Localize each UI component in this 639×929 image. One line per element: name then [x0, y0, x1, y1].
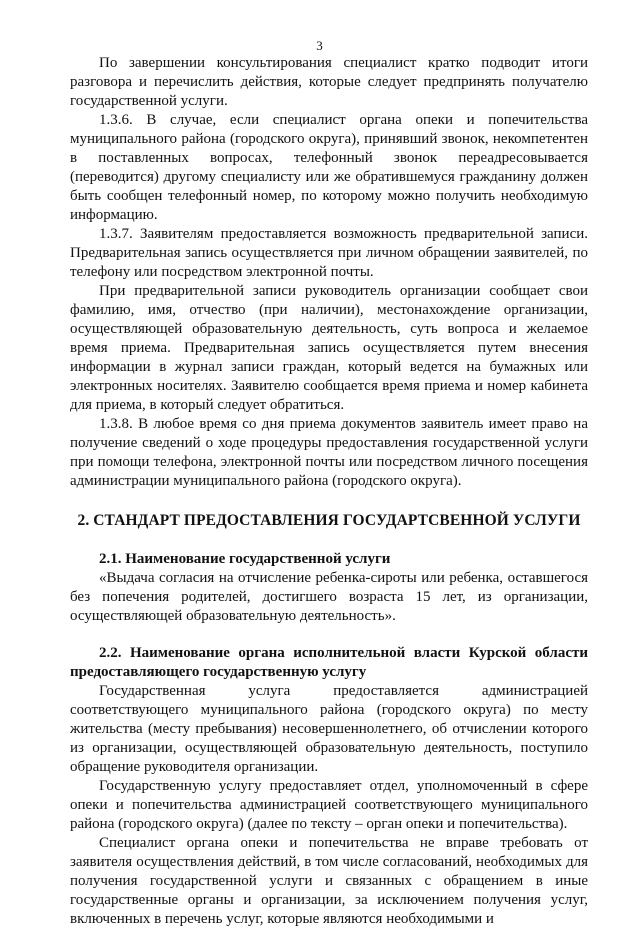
paragraph: Государственная услуга предоставляется администрацией соответствующего муниципального района (городского округа) по месту жительства (месту пребывания) несовершеннолетнего, об отчислении которого из организации, осуществляющей образовательную деятельность, поступило обращение руководителя организации. [70, 683, 588, 775]
paragraph: По завершении консультирования специалист кратко подводит итоги разговора и перечислить действия, которые следует предпринять получателю государственной услуги. [70, 55, 588, 109]
subsection-heading: 2.1. Наименование государственной услуги [99, 551, 391, 567]
paragraph: 1.3.6. В случае, если специалист органа опеки и попечительства муниципального района (городского округа), принявший звонок, некомпетентен в поставленных вопросах, телефонный звонок переадресовывается (переводится) другому специалисту или же обратившемуся гражданину должен быть сообщен телефонный номер, по которому можно получить необходимую информацию. [70, 112, 588, 223]
document-body [70, 54, 588, 929]
page-number: 3 [316, 38, 323, 53]
paragraph: «Выдача согласия на отчисление ребенка-сироты или ребенка, оставшегося без попечения родителей, достигшего возраста 15 лет, из организации, осуществляющей образовательную деятельность». [70, 570, 588, 624]
subsection-heading: 2.2. Наименование органа исполнительной власти Курской области предоставляющего государственную услугу [70, 645, 588, 680]
paragraph: Специалист органа опеки и попечительства не вправе требовать от заявителя осуществления действий, в том числе согласований, необходимых для получения государственной услуги и связанных с обращением в иные государственные органы и организации, за исключением получения услуг, включенных в перечень услуг, которые являются необходимыми и [70, 835, 588, 927]
section-heading: 2. СТАНДАРТ ПРЕДОСТАВЛЕНИЯ ГОСУДАРТСВЕННОЙ УСЛУГИ [77, 512, 581, 529]
paragraph: При предварительной записи руководитель организации сообщает свои фамилию, имя, отчество (при наличии), местонахождение организации, осуществляющей образовательную деятельность, суть вопроса и желаемое время приема. Предварительная запись осуществляется путем внесения информации в журнал записи граждан, который ведется на бумажных или электронных носителях. Заявителю сообщается время приема и номер кабинета для приема, в который следует обратиться. [70, 283, 588, 413]
paragraph: Государственную услугу предоставляет отдел, уполномоченный в сфере опеки и попечительства администрацией соответствующего муниципального района (городского округа) (далее по тексту – орган опеки и попечительства). [70, 778, 588, 832]
paragraph: 1.3.8. В любое время со дня приема документов заявитель имеет право на получение сведений о ходе процедуры предоставления государственной услуги при помощи телефона, электронной почты или посредством личного посещения администрации муниципального района (городского округа). [70, 416, 588, 489]
paragraph: 1.3.7. Заявителям предоставляется возможность предварительной записи. Предварительная запись осуществляется при личном обращении заявителей, по телефону или посредством электронной почты. [70, 226, 588, 280]
